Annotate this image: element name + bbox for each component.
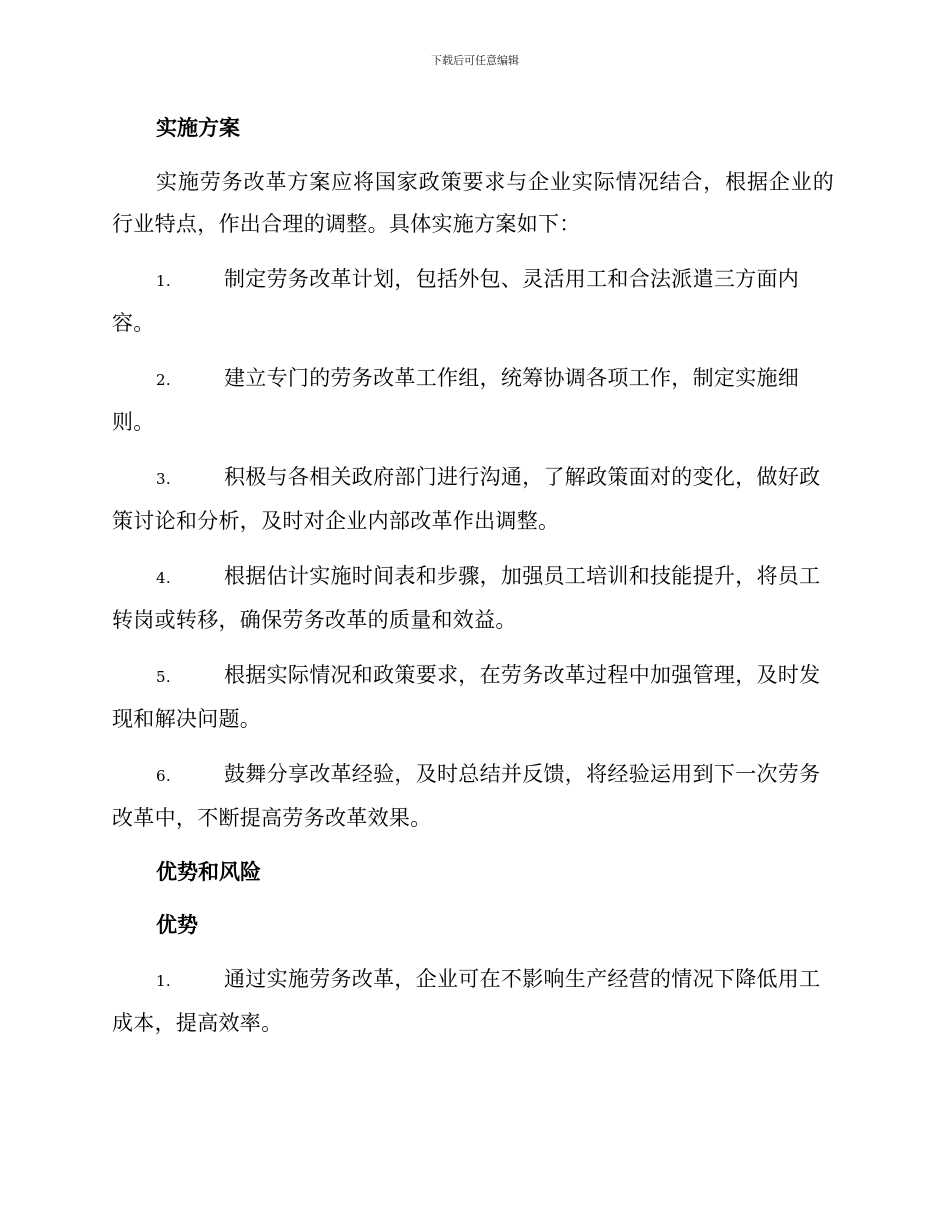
list-item-continuation: 容。: [112, 311, 155, 335]
intro-paragraph: 实施劳务改革方案应将国家政策要求与企业实际情况结合，根据企业的行业特点，作出合理的调整。具体实施方案如下：: [112, 170, 834, 236]
list-item-text: 制定劳务改革计划，包括外包、灵活用工和合法派遣三方面内: [224, 267, 800, 291]
section-heading-advantages-risks: 优势和风险: [156, 860, 261, 884]
section-heading-implementation: 实施方案: [156, 116, 240, 140]
header-note: 下载后可任意编辑: [431, 54, 519, 67]
list-number: 2.: [156, 371, 171, 389]
list-item-text: 鼓舞分享改革经验，及时总结并反馈，将经验运用到下一次劳务: [224, 762, 821, 786]
list-item: [112, 357, 834, 443]
list-item: [112, 456, 834, 542]
list-number: 5.: [156, 668, 171, 686]
implementation-list: [112, 258, 834, 839]
list-item: [112, 258, 834, 344]
list-item-continuation: 转岗或转移，确保劳务改革的质量和效益。: [112, 608, 517, 632]
list-item-text: 积极与各相关政府部门进行沟通，了解政策面对的变化，做好政: [224, 465, 821, 489]
list-item-continuation: 改革中，不断提高劳务改革效果。: [112, 806, 432, 830]
list-item-continuation: 策讨论和分析，及时对企业内部改革作出调整。: [112, 509, 560, 533]
list-item-continuation: 成本，提高效率。: [112, 1011, 283, 1035]
list-number: 1.: [156, 272, 171, 290]
list-number: 3.: [156, 470, 171, 488]
list-item-text: 根据估计实施时间表和步骤，加强员工培训和技能提升，将员工: [224, 564, 821, 588]
list-item: [112, 654, 834, 740]
list-item: [112, 555, 834, 641]
list-item-continuation: 现和解决问题。: [112, 707, 262, 731]
list-item-text: 建立专门的劳务改革工作组，统筹协调各项工作，制定实施细: [224, 366, 800, 390]
list-item-text: 根据实际情况和政策要求，在劳务改革过程中加强管理，及时发: [224, 663, 821, 687]
list-item: [112, 753, 834, 839]
list-number: 4.: [156, 569, 171, 587]
section-heading-advantages: 优势: [156, 913, 198, 937]
list-item: [112, 958, 834, 1044]
list-number: 6.: [156, 767, 171, 785]
list-number: 1.: [156, 972, 171, 990]
list-item-continuation: 则。: [112, 410, 155, 434]
list-item-text: 通过实施劳务改革，企业可在不影响生产经营的情况下降低用工: [224, 967, 821, 991]
document-body: [112, 108, 834, 1044]
advantages-list: [112, 958, 834, 1044]
